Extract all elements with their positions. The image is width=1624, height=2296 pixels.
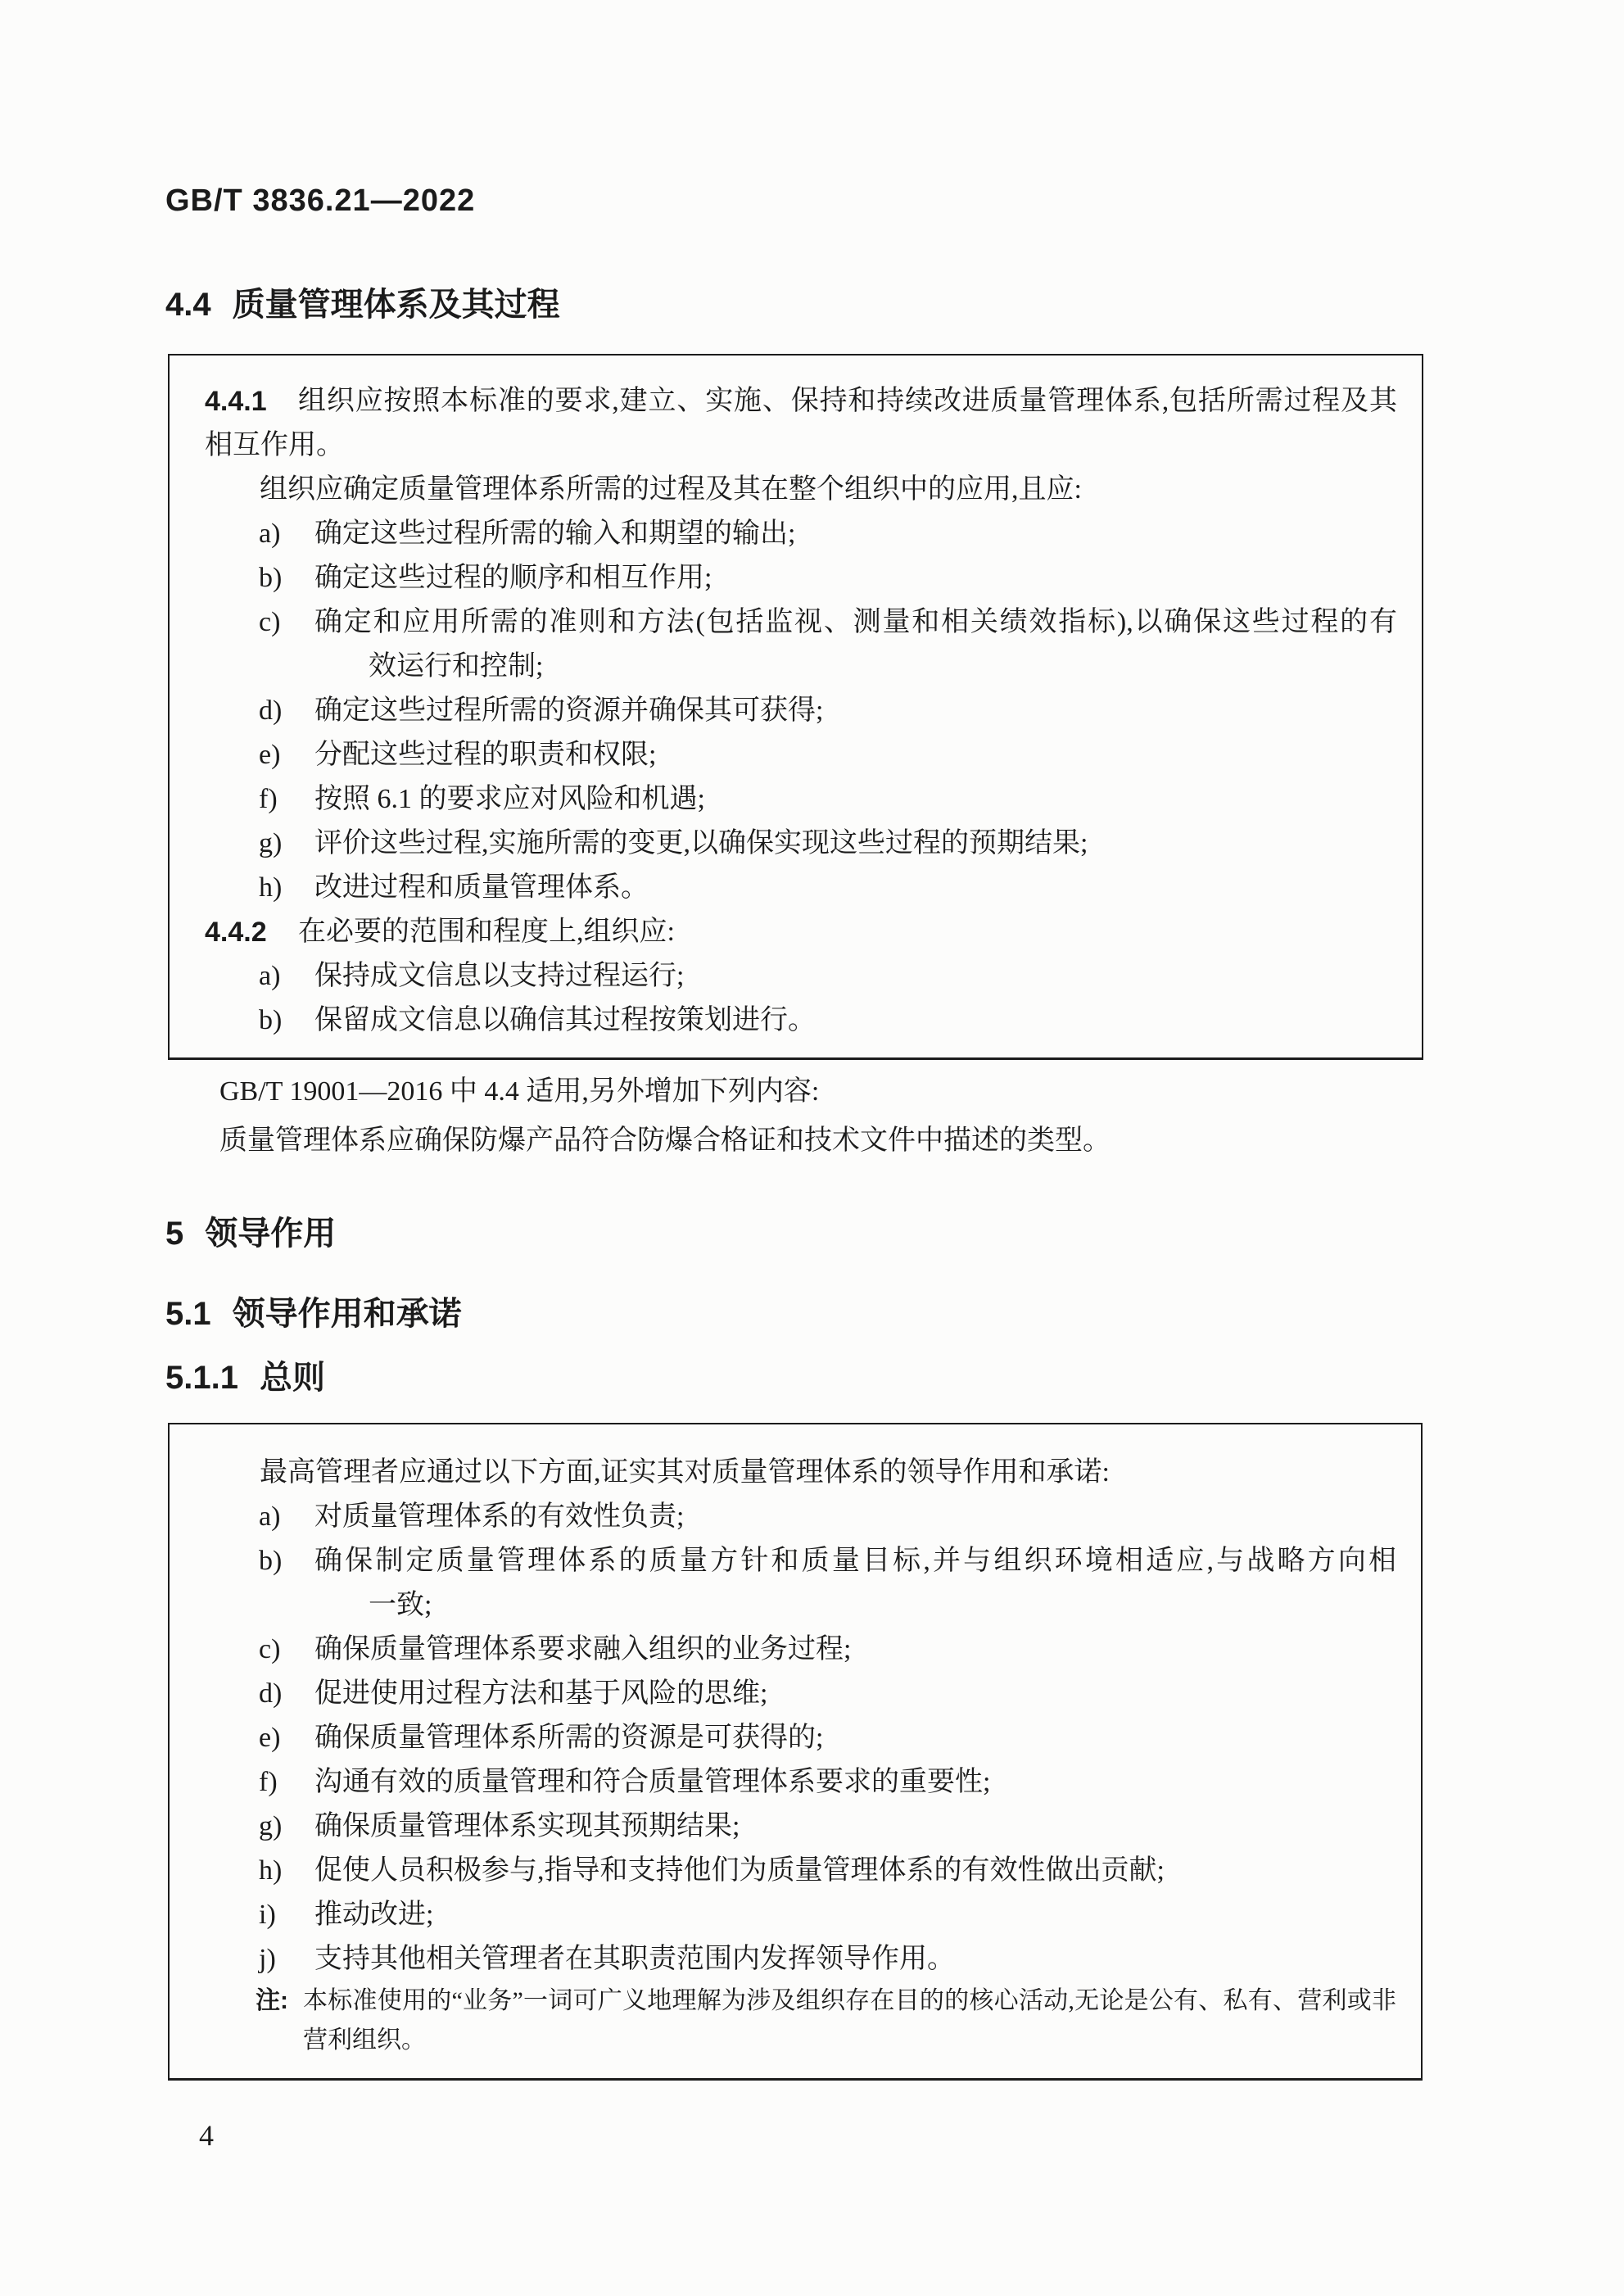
paragraph-line: 质量管理体系应确保防爆产品符合防爆合格证和技术文件中描述的类型。 bbox=[219, 1125, 1111, 1156]
list-item-label: b) bbox=[259, 1005, 283, 1035]
clause-text: 在必要的范围和程度上,组织应: bbox=[298, 917, 675, 947]
list-item-label: h) bbox=[259, 1855, 283, 1886]
list-item bbox=[205, 1805, 1396, 1849]
list-item-label: c) bbox=[259, 607, 281, 637]
section-title: 总则 bbox=[259, 1360, 325, 1396]
list-item bbox=[205, 733, 1397, 777]
clause-number: 4.4.1 bbox=[205, 386, 267, 417]
continuation-line: 相互作用。 bbox=[205, 430, 344, 460]
list-item-label: a) bbox=[259, 961, 281, 991]
list-item-text: 确保质量管理体系实现其预期结果; bbox=[314, 1811, 740, 1841]
section-number: 5.1.1 bbox=[165, 1360, 238, 1396]
paragraph-line: 最高管理者应通过以下方面,证实其对质量管理体系的领导作用和承诺: bbox=[260, 1457, 1110, 1488]
section-number: 5.1 bbox=[165, 1296, 211, 1332]
note-continuation-line: 营利组织。 bbox=[303, 2027, 426, 2054]
list-item-label: g) bbox=[259, 1811, 283, 1841]
list-item-text: 确定和应用所需的准则和方法(包括监视、测量和相关绩效指标),以确保这些过程的有 bbox=[314, 607, 1397, 637]
list-item-text: 按照 6.1 的要求应对风险和机遇; bbox=[314, 784, 705, 814]
list-item-label: h) bbox=[259, 872, 283, 903]
requirements-box-4-4 bbox=[168, 354, 1423, 1060]
list-item bbox=[205, 1849, 1396, 1893]
list-item-text: 保留成文信息以确信其过程按策划进行。 bbox=[314, 1005, 816, 1035]
section-heading-5 bbox=[165, 1207, 336, 1254]
list-item-text: 对质量管理体系的有效性负责; bbox=[314, 1501, 685, 1532]
list-item bbox=[205, 600, 1397, 645]
page-number: 4 bbox=[199, 2119, 214, 2152]
note-text: 本标准使用的“业务”一词可广义地理解为涉及组织存在目的的核心活动,无论是公有、私有、营利或非 bbox=[303, 1987, 1396, 2014]
list-item-text: 促使人员积极参与,指导和支持他们为质量管理体系的有效性做出贡献; bbox=[314, 1855, 1165, 1886]
list-item-text: 评价这些过程,实施所需的变更,以确保实现这些过程的预期结果; bbox=[314, 828, 1088, 858]
list-item-label: b) bbox=[259, 1546, 283, 1576]
section-number: 5 bbox=[165, 1216, 184, 1252]
list-item-label: d) bbox=[259, 1678, 283, 1709]
list-item-label: a) bbox=[259, 519, 281, 549]
list-item bbox=[205, 689, 1397, 733]
list-item bbox=[205, 1760, 1396, 1805]
list-item-label: g) bbox=[259, 828, 283, 858]
list-item-label: a) bbox=[259, 1501, 281, 1532]
list-item bbox=[205, 1672, 1396, 1716]
list-item bbox=[205, 866, 1397, 910]
list-item bbox=[205, 1716, 1396, 1760]
list-item bbox=[205, 954, 1397, 999]
list-item-label: j) bbox=[259, 1944, 276, 1974]
section-heading-4-4 bbox=[165, 279, 560, 325]
list-item-text: 推动改进; bbox=[314, 1900, 434, 1930]
paragraph-line: GB/T 19001—2016 中 4.4 适用,另外增加下列内容: bbox=[219, 1076, 820, 1107]
clause-line bbox=[205, 910, 1397, 954]
list-item bbox=[205, 1628, 1396, 1672]
section-title: 领导作用 bbox=[205, 1216, 337, 1252]
list-item bbox=[205, 1495, 1396, 1539]
list-continuation-line: 效运行和控制; bbox=[369, 651, 544, 682]
list-item bbox=[205, 822, 1397, 866]
list-item bbox=[205, 512, 1397, 556]
clause-text: 组织应按照本标准的要求,建立、实施、保持和持续改进质量管理体系,包括所需过程及其 bbox=[298, 386, 1397, 416]
list-item bbox=[205, 999, 1397, 1043]
list-item bbox=[205, 1893, 1396, 1937]
list-item-label: f) bbox=[259, 1767, 278, 1797]
list-item-text: 沟通有效的质量管理和符合质量管理体系要求的重要性; bbox=[314, 1767, 991, 1797]
list-item-text: 确定这些过程的顺序和相互作用; bbox=[314, 563, 712, 593]
list-item-label: i) bbox=[259, 1900, 276, 1930]
section-number: 4.4 bbox=[165, 287, 211, 323]
list-continuation-line: 一致; bbox=[369, 1590, 432, 1620]
list-item-label: e) bbox=[259, 1723, 281, 1753]
list-item-label: b) bbox=[259, 563, 283, 593]
list-item-label: e) bbox=[259, 740, 281, 770]
list-item-text: 确保制定质量管理体系的质量方针和质量目标,并与组织环境相适应,与战略方向相 bbox=[314, 1546, 1396, 1576]
document-code: GB/T 3836.21—2022 bbox=[165, 183, 476, 218]
section-heading-5-1 bbox=[165, 1288, 462, 1334]
body-paragraph bbox=[219, 1067, 1111, 1166]
list-item-text: 确保质量管理体系所需的资源是可获得的; bbox=[314, 1723, 824, 1753]
list-item-label: d) bbox=[259, 695, 283, 726]
list-item-text: 分配这些过程的职责和权限; bbox=[314, 740, 657, 770]
list-item-text: 改进过程和质量管理体系。 bbox=[314, 872, 649, 903]
list-item-label: c) bbox=[259, 1634, 281, 1664]
paragraph-line: 组织应确定质量管理体系所需的过程及其在整个组织中的应用,且应: bbox=[260, 474, 1082, 505]
list-item-text: 促进使用过程方法和基于风险的思维; bbox=[314, 1678, 768, 1709]
requirements-box-5-1-1 bbox=[168, 1423, 1423, 2081]
list-item-label: f) bbox=[259, 784, 278, 814]
list-item-text: 确定这些过程所需的资源并确保其可获得; bbox=[314, 695, 824, 726]
list-item bbox=[205, 1937, 1396, 1981]
clause-number: 4.4.2 bbox=[205, 917, 267, 948]
section-title: 质量管理体系及其过程 bbox=[232, 287, 560, 323]
list-item bbox=[205, 556, 1397, 600]
note-label: 注: bbox=[256, 1987, 288, 2014]
list-item bbox=[205, 777, 1397, 822]
list-item-text: 确保质量管理体系要求融入组织的业务过程; bbox=[314, 1634, 852, 1664]
list-item-text: 保持成文信息以支持过程运行; bbox=[314, 961, 685, 991]
list-item-text: 支持其他相关管理者在其职责范围内发挥领导作用。 bbox=[314, 1944, 955, 1974]
note-line bbox=[205, 1981, 1396, 2021]
clause-line bbox=[205, 379, 1397, 423]
list-item bbox=[205, 1539, 1396, 1583]
list-item-text: 确定这些过程所需的输入和期望的输出; bbox=[314, 519, 796, 549]
section-title: 领导作用和承诺 bbox=[232, 1296, 462, 1332]
section-heading-5-1-1 bbox=[165, 1352, 325, 1398]
